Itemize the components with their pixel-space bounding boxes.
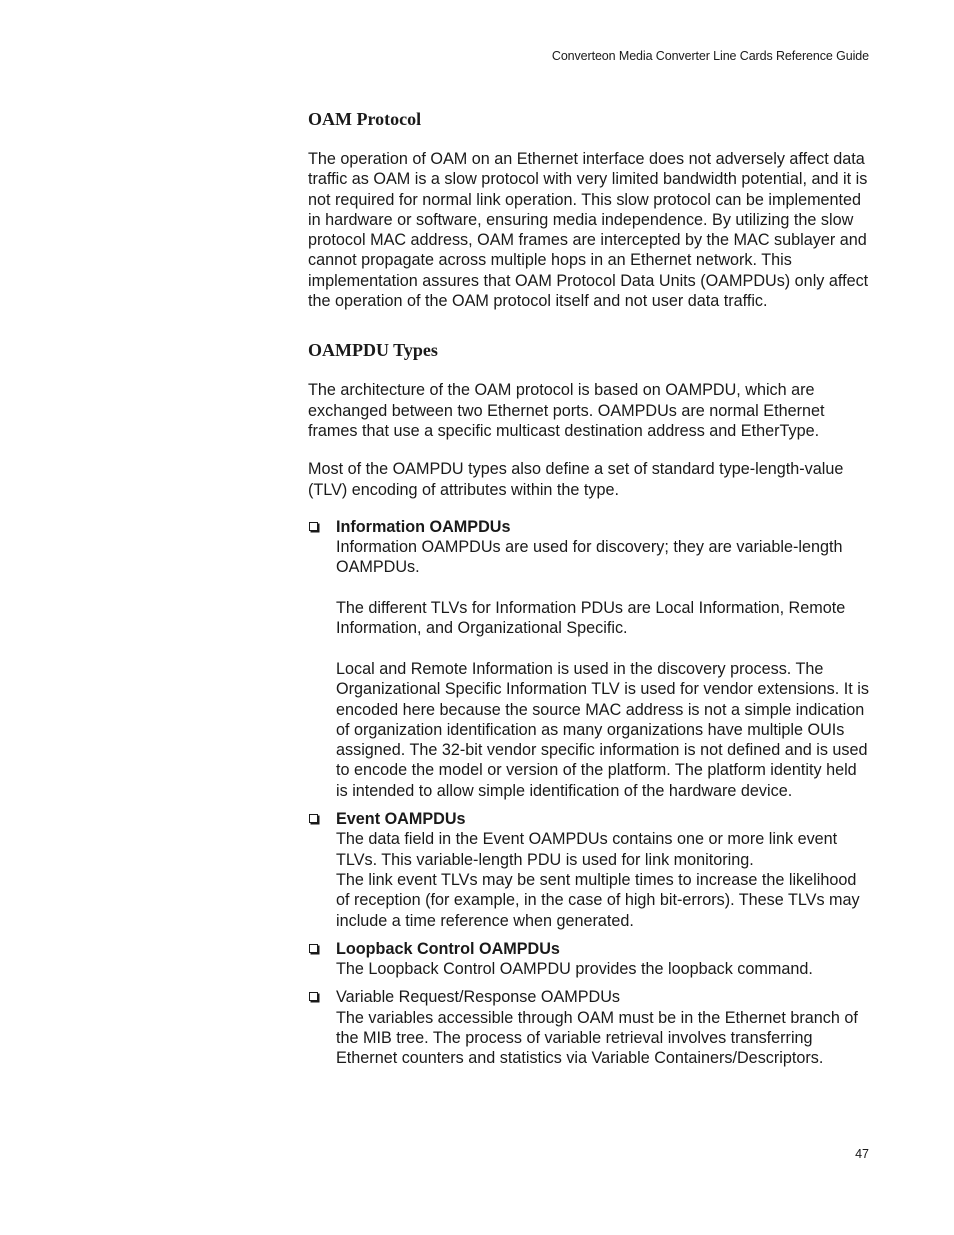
list-item-event-oampdus bbox=[308, 809, 870, 931]
oampdu-type-list bbox=[308, 517, 870, 1069]
item-text: The link event TLVs may be sent multiple times to increase the likelihood of reception (for example, in the case of high bit-errors). These TLVs may include a time reference when generated. bbox=[336, 870, 860, 930]
section-heading-oampdu-types: OAMPDU Types bbox=[308, 340, 438, 361]
paragraph-oampdu-architecture: The architecture of the OAM protocol is based on OAMPDU, which are exchanged between two Ethernet ports. OAMPDUs are normal Ethernet frames that use a specific multicast destination address and EtherType. bbox=[308, 381, 825, 440]
item-title: Information OAMPDUs bbox=[336, 517, 511, 536]
running-header: Converteon Media Converter Line Cards Reference Guide bbox=[551, 49, 869, 63]
item-title: Event OAMPDUs bbox=[336, 810, 466, 829]
item-text: Local and Remote Information is used in the discovery process. The Organizational Specific Information TLV is used for vendor extensions. It is encoded here because the source MAC address is not a simple indication of organization identification as many organizations have multiple OUIs assigned. The 32-bit vendor specific information is not defined and is used to encode the model or version of the platform. The platform identity held is intended to allow simple identification of the hardware device. bbox=[336, 659, 869, 800]
item-text: Information OAMPDUs are used for discovery; they are variable-length OAMPDUs. bbox=[336, 538, 843, 577]
paragraph-oam-protocol: The operation of OAM on an Ethernet interface does not adversely affect data traffic as OAM is a slow protocol with very limited bandwidth potential, and it is not required for normal link operation. This slow protocol can be implemented in hardware or software, ensuring media independence. By utilizing the slow protocol MAC address, OAM frames are intercepted by the MAC sublayer and cannot propagate across multiple hops in an Ethernet network. This implementation assures that OAM Protocol Data Units (OAMPDUs) only affect the operation of the OAM protocol itself and not user data traffic. bbox=[308, 150, 869, 311]
item-text: The variables accessible through OAM must be in the Ethernet branch of the MIB tree. The process of variable retrieval involves transferring Ethernet counters and statistics via Variable Containers/Descriptors. bbox=[336, 1008, 858, 1068]
item-text: The Loopback Control OAMPDU provides the loopback command. bbox=[336, 960, 813, 979]
item-title: Variable Request/Response OAMPDUs bbox=[336, 988, 621, 1007]
checkbox-square-icon bbox=[309, 814, 318, 823]
page-number: 47 bbox=[855, 1147, 869, 1161]
checkbox-square-icon bbox=[309, 992, 318, 1001]
checkbox-square-icon bbox=[309, 944, 318, 953]
list-item-information-oampdus bbox=[308, 517, 870, 801]
paragraph-oampdu-tlv: Most of the OAMPDU types also define a set of standard type-length-value (TLV) encoding of attributes within the type. bbox=[308, 460, 844, 499]
item-text: The different TLVs for Information PDUs are Local Information, Remote Information, and Organizational Specific. bbox=[336, 599, 846, 638]
checkbox-square-icon bbox=[309, 522, 318, 531]
page-content bbox=[308, 106, 870, 1069]
list-item-loopback-control-oampdus bbox=[308, 939, 870, 980]
list-item-variable-request-response-oampdus bbox=[308, 987, 870, 1068]
section-heading-oam-protocol: OAM Protocol bbox=[308, 109, 422, 129]
item-text: The data field in the Event OAMPDUs contains one or more link event TLVs. This variable-length PDU is used for link monitoring. bbox=[336, 830, 838, 869]
item-title: Loopback Control OAMPDUs bbox=[336, 939, 560, 958]
